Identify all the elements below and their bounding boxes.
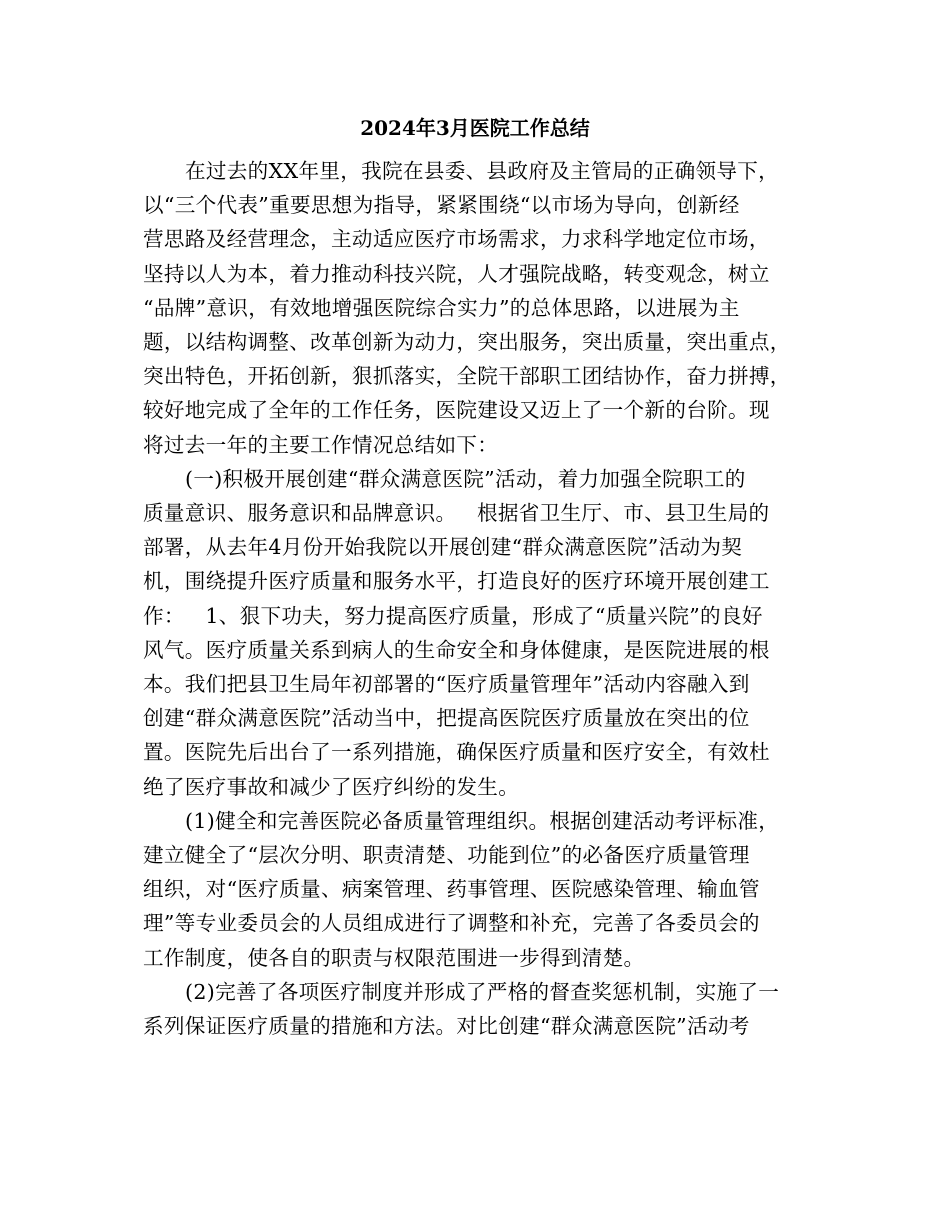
body-text-line: (一)积极开展创建“群众满意医院”活动，着力加强全院职工的 — [185, 466, 746, 491]
body-text-line: “品牌”意识，有效地增强医院综合实力”的总体思路，以进展为主 — [143, 295, 740, 320]
body-text-line: 突出特色，开拓创新，狠抓落实，全院干部职工团结协作，奋力拼搏， — [143, 364, 791, 389]
body-text-line: (1)健全和完善医院必备质量管理组织。根据创建活动考评标准， — [185, 808, 780, 833]
body-text-line: 本。我们把县卫生局年初部署的“医疗质量管理年”活动内容融入到 — [143, 672, 750, 696]
body-text-line: 坚持以人为本，着力推动科技兴院，人才强院战略，转变观念，树立 — [143, 261, 770, 286]
body-text-line: 理”等专业委员会的人员组成进行了调整和补充，完善了各委员会的 — [143, 911, 760, 936]
body-text-line: 质量意识、服务意识和品牌意识。 根据省卫生厅、市、县卫生局的 — [143, 501, 770, 525]
body-text-line: 部署，从去年4月份开始我院以开展创建“群众满意医院”活动为契 — [143, 535, 743, 560]
body-text-line: 创建“群众满意医院”活动当中，把提高医院医疗质量放在突出的位 — [143, 706, 750, 731]
body-text-line: 在过去的XX年里，我院在县委、县政府及主管局的正确领导下， — [185, 159, 780, 183]
body-text-line: 以“三个代表”重要思想为指导，紧紧围绕“以市场为导向，创新经 — [143, 193, 740, 218]
body-text-line: 建立健全了“层次分明、职责清楚、功能到位”的必备医疗质量管理 — [143, 843, 750, 867]
body-text-line: 题，以结构调整、改革创新为动力，突出服务，突出质量，突出重点， — [143, 330, 791, 354]
document-title: 2024年3月医院工作总结 — [360, 116, 590, 140]
body-text-line: 较好地完成了全年的工作任务，医院建设又迈上了一个新的台阶。现 — [143, 398, 770, 423]
body-text-line: 置。医院先后出台了一系列措施，确保医疗质量和医疗安全，有效杜 — [143, 740, 770, 765]
body-text-line: 工作制度，使各自的职责与权限范围进一步得到清楚。 — [143, 945, 645, 970]
body-text-line: 绝了医疗事故和减少了医疗纠纷的发生。 — [143, 774, 520, 799]
body-text-line: 机，围绕提升医疗质量和服务水平，打造良好的医疗环境开展创建工 — [143, 569, 770, 594]
body-text-line: 风气。医疗质量关系到病人的生命安全和身体健康，是医院进展的根 — [143, 637, 770, 662]
body-text-line: 将过去一年的主要工作情况总结如下： — [143, 432, 499, 457]
body-text-line: (2)完善了各项医疗制度并形成了严格的督查奖惩机制，实施了一 — [185, 979, 780, 1004]
body-text-line: 作： 1、狠下功夫，努力提高医疗质量，形成了“质量兴院”的良好 — [143, 603, 763, 628]
body-text-line: 营思路及经营理念，主动适应医疗市场需求，力求科学地定位市场， — [143, 227, 770, 252]
body-text-line: 系列保证医疗质量的措施和方法。对比创建“群众满意医院”活动考 — [143, 1014, 750, 1038]
body-text-line: 组织，对“医疗质量、病案管理、药事管理、医院感染管理、输血管 — [143, 877, 760, 902]
